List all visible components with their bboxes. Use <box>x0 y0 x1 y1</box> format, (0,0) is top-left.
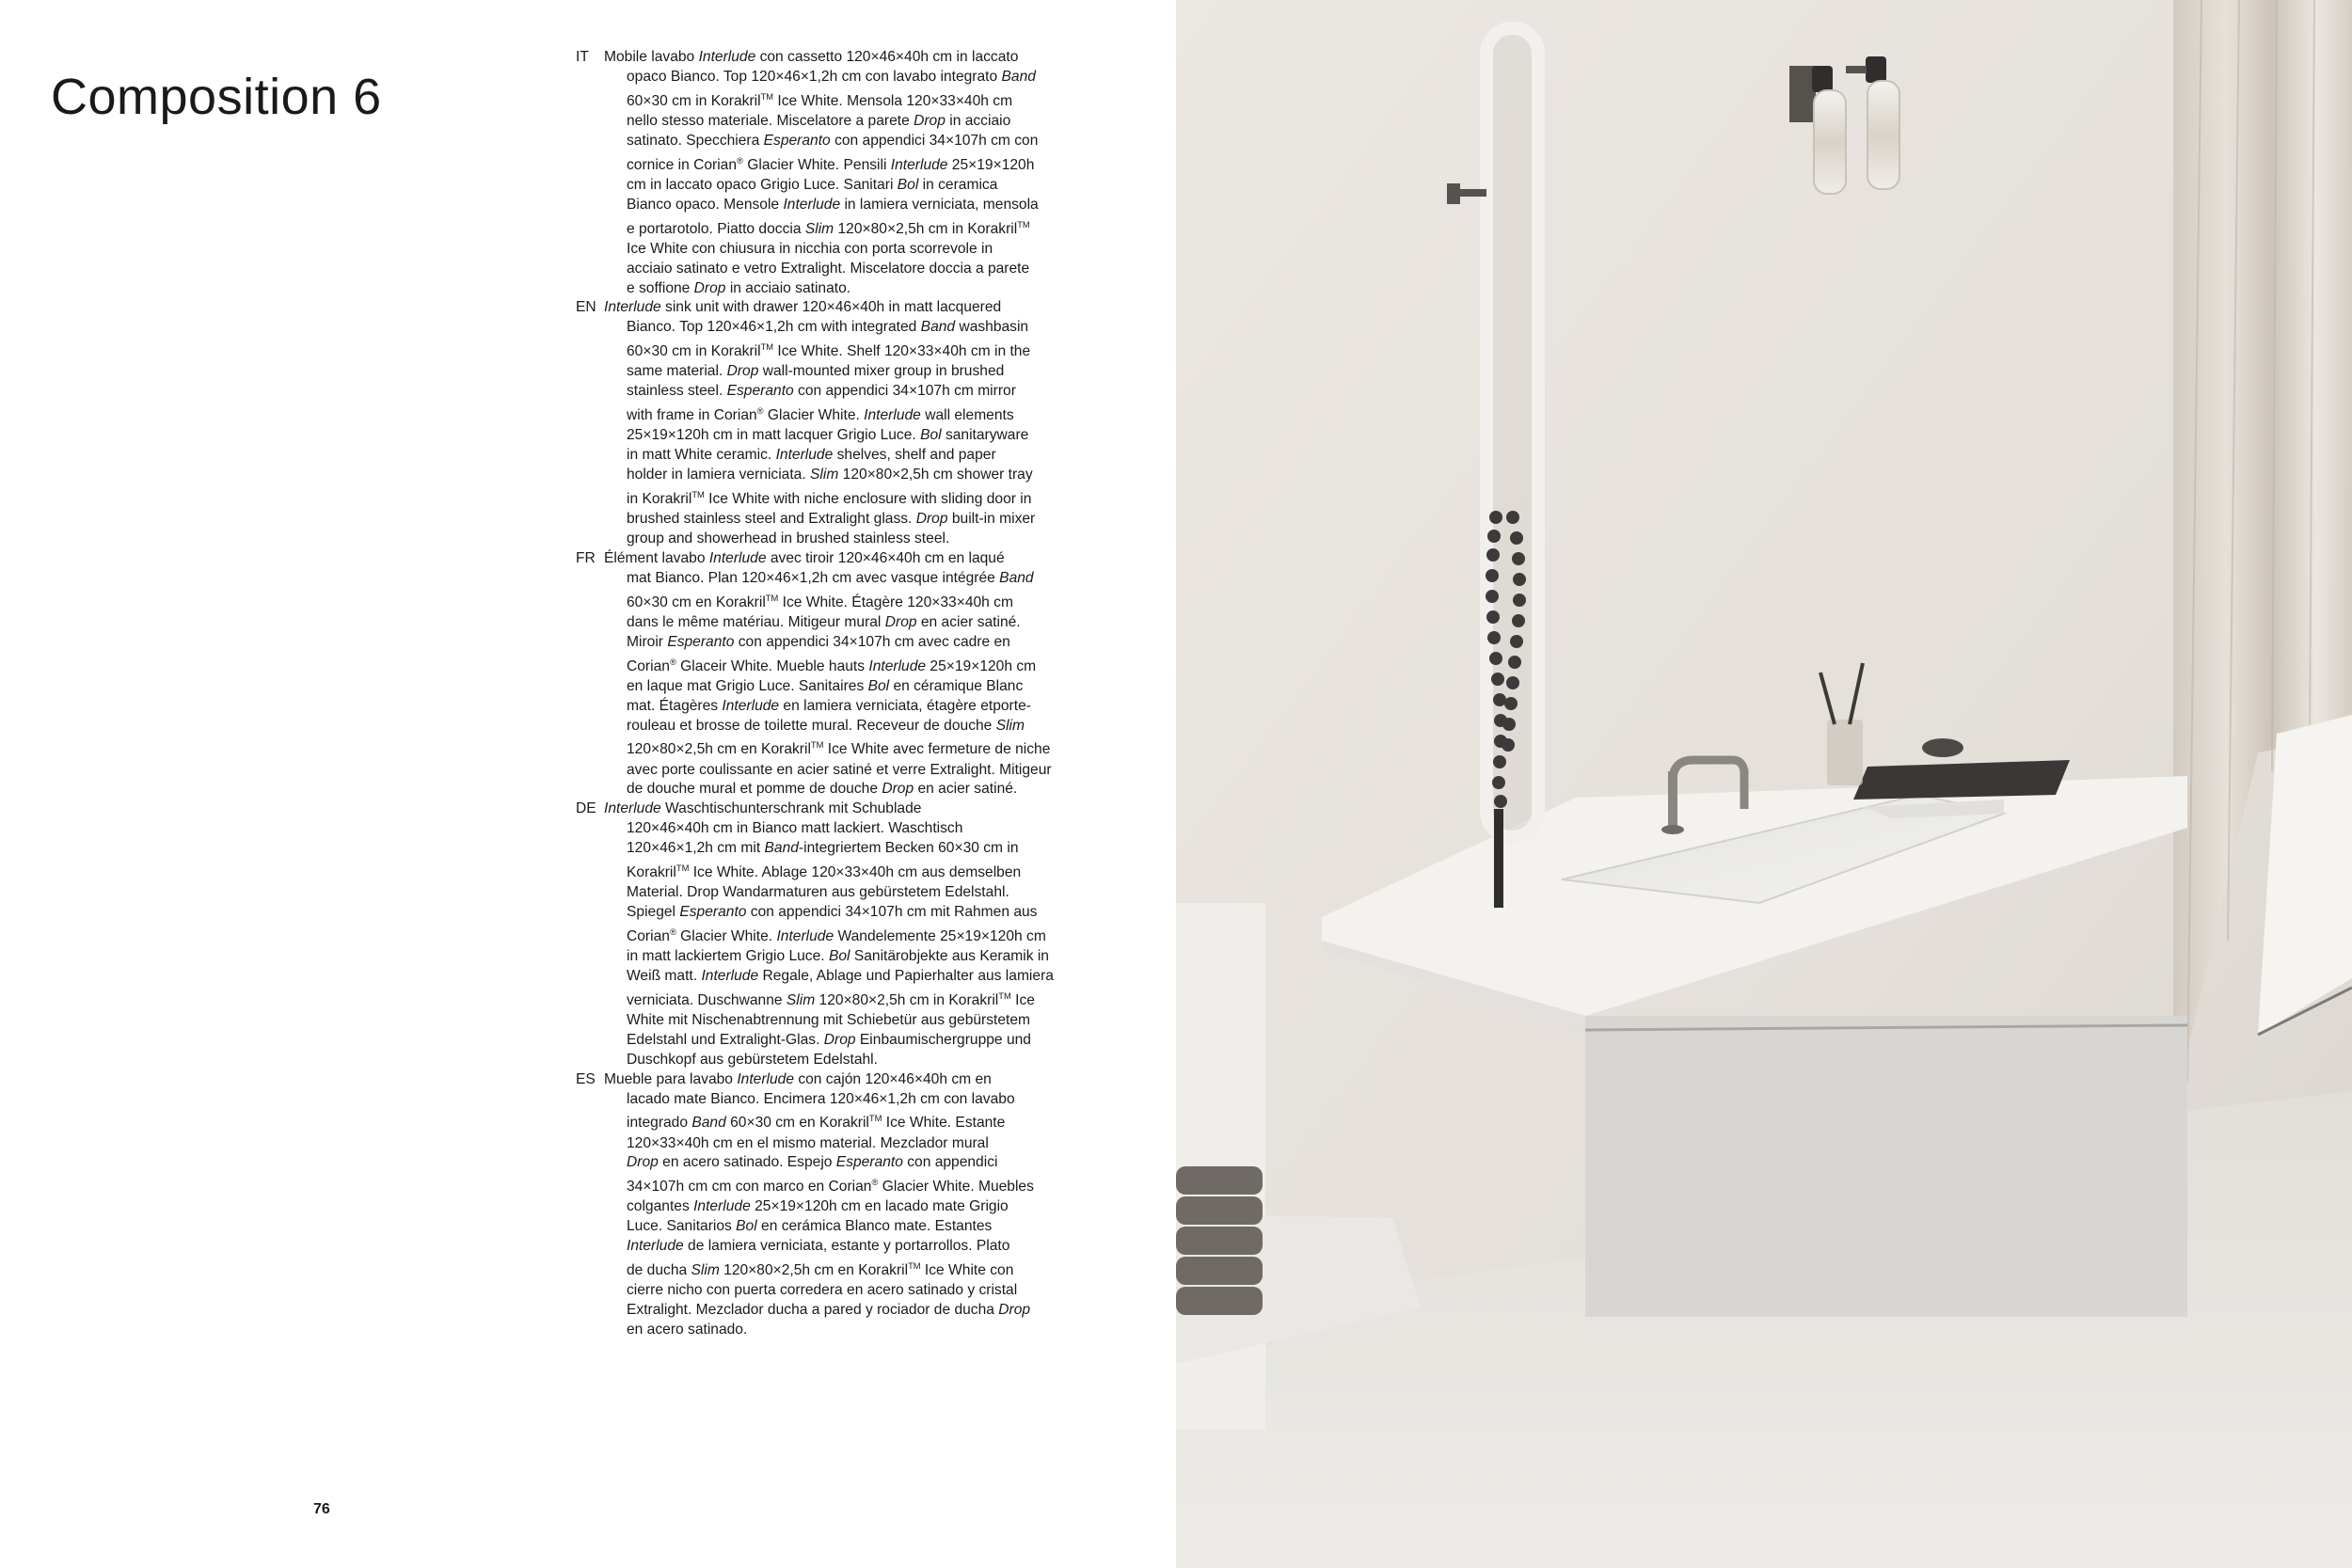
text-line: Korakril™ Ice White. Ablage 120×33×40h cm aus demselben <box>627 863 1022 881</box>
text-line: in matt White ceramic. Interlude shelves, shelf and paper <box>627 447 996 464</box>
soap-dish <box>1922 738 1963 757</box>
vanity-drawer <box>1585 1016 2187 1317</box>
language-code: IT <box>576 49 589 65</box>
product-description <box>576 48 1080 1340</box>
description-en <box>576 298 1080 548</box>
text-line: de ducha Slim 120×80×2,5h cm en Korakril™ Ice White con <box>627 1261 1014 1279</box>
text-line: dans le même matériau. Mitigeur mural Drop en acier satiné. <box>627 613 1021 630</box>
text-line: same material. Drop wall-mounted mixer group in brushed <box>627 363 1005 380</box>
text-line: brushed stainless steel and Extralight glass. Drop built-in mixer <box>627 511 1036 528</box>
text-line: e soffione Drop in acciaio satinato. <box>627 279 851 296</box>
text-line: Corian® Glaceir White. Mueble hauts Interlude 25×19×120h cm <box>627 657 1037 674</box>
text-line: 60×30 cm en Korakril™ Ice White. Étagère 120×33×40h cm <box>627 593 1013 610</box>
text-line: group and showerhead in brushed stainless steel. <box>627 530 950 546</box>
text-line: holder in lamiera verniciata. Slim 120×80×2,5h cm shower tray <box>627 467 1033 483</box>
text-line: Corian® Glacier White. Interlude Wandelemente 25×19×120h cm <box>627 927 1046 945</box>
text-line: Élément lavabo Interlude avec tiroir 120×46×40h cm en laqué <box>604 549 1005 566</box>
page-title: Composition 6 <box>51 69 382 126</box>
text-line: nello stesso materiale. Miscelatore a parete Drop in acciaio <box>627 112 1011 129</box>
language-code: EN <box>576 299 596 316</box>
text-line: 60×30 cm in Korakril™ Ice White. Mensola 120×33×40h cm <box>627 91 1013 109</box>
text-line: cm in laccato opaco Grigio Luce. Sanitari Bol in ceramica <box>627 176 998 193</box>
text-line: Bianco. Top 120×46×1,2h cm with integrated Band washbasin <box>627 319 1029 336</box>
text-line: Edelstahl und Extralight-Glas. Drop Einbaumischergruppe und <box>627 1031 1031 1048</box>
towels-stack <box>1176 1166 1263 1315</box>
text-line: en acero satinado. <box>627 1322 748 1338</box>
text-line: 120×46×40h cm in Bianco matt lackiert. Waschtisch <box>627 820 963 837</box>
text-line: Mobile lavabo Interlude con cassetto 120×46×40h cm in laccato <box>604 49 1019 65</box>
text-line: integrado Band 60×30 cm en Korakril™ Ice White. Estante <box>627 1114 1006 1132</box>
language-code: DE <box>576 800 596 817</box>
text-line: with frame in Corian® Glacier White. Interlude wall elements <box>627 406 1014 424</box>
language-code: ES <box>576 1070 596 1087</box>
text-line: White mit Nischenabtrennung mit Schiebetür aus gebürstetem <box>627 1011 1031 1028</box>
description-es <box>576 1070 1080 1340</box>
text-line: Interlude Waschtischunterschrank mit Schublade <box>604 800 922 817</box>
text-line: Mueble para lavabo Interlude con cajón 120×46×40h cm en <box>604 1070 992 1087</box>
text-line: 120×80×2,5h cm en Korakril™ Ice White avec fermeture de niche <box>627 740 1051 758</box>
text-line: Duschkopf aus gebürstetem Edelstahl. <box>627 1051 878 1068</box>
text-line: in matt lackiertem Grigio Luce. Bol Sanitärobjekte aus Keramik in <box>627 948 1049 965</box>
text-line: Weiß matt. Interlude Regale, Ablage und Papierhalter aus lamiera <box>627 967 1054 984</box>
text-line: stainless steel. Esperanto con appendici 34×107h cm mirror <box>627 383 1016 400</box>
text-line: rouleau et brosse de toilette mural. Receveur de douche Slim <box>627 717 1025 734</box>
bathroom-photo <box>1176 0 2352 1568</box>
description-de <box>576 800 1080 1069</box>
text-line: Material. Drop Wandarmaturen aus gebürstetem Edelstahl. <box>627 884 1009 901</box>
text-line: verniciata. Duschwanne Slim 120×80×2,5h cm in Korakril™ Ice <box>627 990 1035 1009</box>
text-line: acciaio satinato e vetro Extralight. Miscelatore doccia a parete <box>627 260 1030 277</box>
text-line: 120×46×1,2h cm mit Band-integriertem Becken 60×30 cm in <box>627 840 1019 857</box>
description-fr <box>576 549 1080 800</box>
text-line: Drop en acero satinado. Espejo Esperanto con appendici <box>627 1154 998 1171</box>
text-line: 25×19×120h cm in matt lacquer Grigio Luce. Bol sanitaryware <box>627 427 1029 444</box>
text-line: lacado mate Bianco. Encimera 120×46×1,2h cm con lavabo <box>627 1090 1015 1107</box>
text-line: Miroir Esperanto con appendici 34×107h cm avec cadre en <box>627 633 1010 650</box>
text-line: in Korakril™ Ice White with niche enclosure with sliding door in <box>627 489 1032 508</box>
text-line: Ice White con chiusura in nicchia con porta scorrevole in <box>627 240 993 257</box>
text-line: 60×30 cm in Korakril™ Ice White. Shelf 120×33×40h cm in the <box>627 342 1031 360</box>
text-line: Interlude de lamiera verniciata, estante y portarrollos. Plato <box>627 1238 1010 1255</box>
mirror-bracket <box>1447 183 1460 204</box>
mirror-leg <box>1494 809 1503 908</box>
text-line: colgantes Interlude 25×19×120h cm en lacado mate Grigio <box>627 1198 1009 1215</box>
text-line: mat. Étagères Interlude en lamiera verniciata, étagère etporte- <box>627 697 1031 714</box>
text-line: mat Bianco. Plan 120×46×1,2h cm avec vasque intégrée Band <box>627 569 1034 586</box>
text-line: e portarotolo. Piatto doccia Slim 120×80×2,5h cm in Korakril™ <box>627 219 1030 237</box>
text-line: en laque mat Grigio Luce. Sanitaires Bol en céramique Blanc <box>627 677 1024 694</box>
page-number: 76 <box>313 1501 330 1517</box>
text-line: de douche mural et pomme de douche Drop en acier satiné. <box>627 781 1018 798</box>
text-line: 120×33×40h cm en el mismo material. Mezclador mural <box>627 1134 989 1151</box>
text-line: Interlude sink unit with drawer 120×46×40h in matt lacquered <box>604 299 1002 316</box>
text-line: cierre nicho con puerta corredera en acero satinado y cristal <box>627 1282 1018 1299</box>
description-it <box>576 48 1080 298</box>
text-line: avec porte coulissante en acier satiné et verre Extralight. Mitigeur <box>627 761 1052 778</box>
text-line: Extralight. Mezclador ducha a pared y rociador de ducha Drop <box>627 1302 1031 1319</box>
text-line: Luce. Sanitarios Bol en cerámica Blanco mate. Estantes <box>627 1218 993 1235</box>
text-line: cornice in Corian® Glacier White. Pensili Interlude 25×19×120h <box>627 155 1035 173</box>
language-code: FR <box>576 549 596 566</box>
text-line: opaco Bianco. Top 120×46×1,2h cm con lavabo integrato Band <box>627 68 1036 85</box>
text-line: 34×107h cm cm con marco en Corian® Glacier White. Muebles <box>627 1178 1034 1196</box>
text-line: Spiegel Esperanto con appendici 34×107h cm mit Rahmen aus <box>627 904 1038 921</box>
toothbrush-cup <box>1827 720 1863 785</box>
text-line: satinato. Specchiera Esperanto con appendici 34×107h cm con <box>627 132 1039 149</box>
text-line: Bianco opaco. Mensole Interlude in lamiera verniciata, mensola <box>627 196 1039 213</box>
